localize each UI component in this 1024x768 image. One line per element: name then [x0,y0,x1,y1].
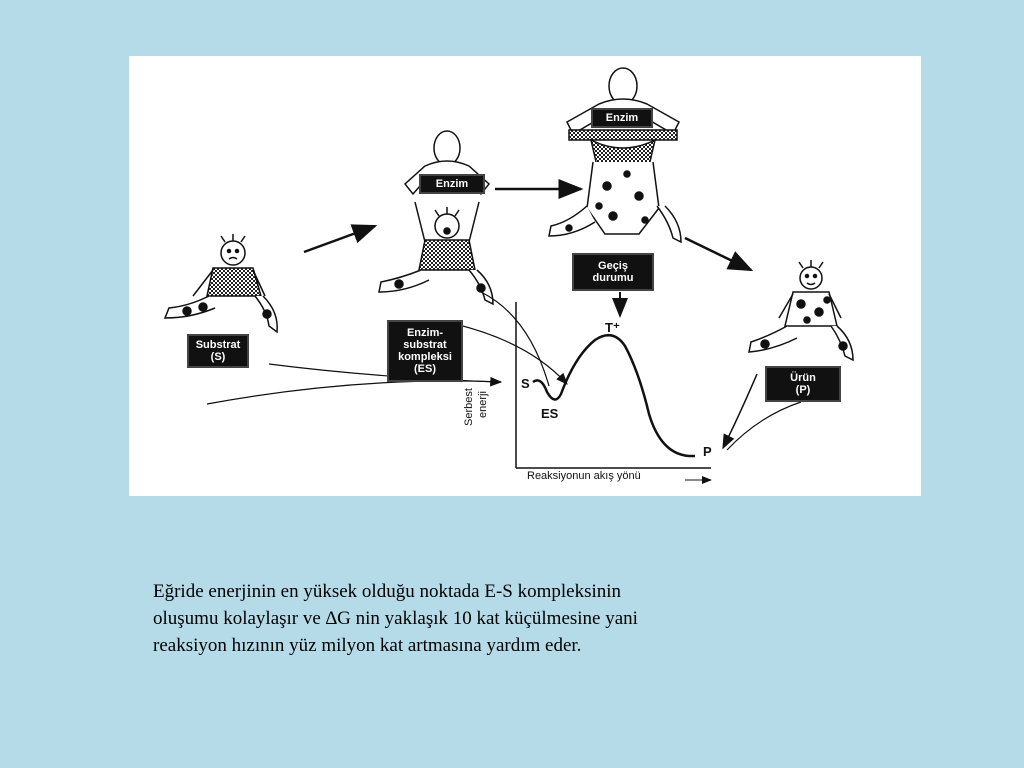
enzyme-reaction-figure [129,56,921,496]
transition-state-figure [549,68,681,242]
caption-line-2: oluşumu kolaylaşır ve ∆G nin yaklaşık 10 kat küçülmesine yani [153,608,638,629]
enzyme-label-1 [419,174,485,194]
enzyme-label-1-text: Enzim [435,178,469,190]
transition-label-line1: Geçiş [598,260,628,272]
es-label-line2: substrat [403,339,447,351]
figure-drawing [129,56,921,496]
caption-text [153,578,853,659]
transition-state-label [572,253,654,291]
substrate-figure [165,234,277,332]
enzyme-label-2 [591,108,653,128]
es-label-line3: kompleksi [398,351,452,363]
arrow-transition-to-product [685,238,751,270]
y-axis-label-1: Serbest [463,388,475,426]
substrate-label [187,334,249,368]
energy-curve [533,335,695,456]
y-axis-label-2: enerji [477,391,489,418]
substrate-label-line1: Substrat [195,339,241,351]
pointer-right-to-P [727,402,801,450]
enzyme-substrate-figure [379,131,493,304]
transition-label-line2: durumu [592,272,634,284]
pointer-left-to-S [207,381,501,404]
x-axis-label: Reaksiyonun akış yönü [527,470,641,482]
substrate-label-line2: (S) [210,351,226,363]
es-label-line4: (ES) [414,363,436,375]
caption-line-3: reaksiyon hızının yüz milyon kat artmasına yardım eder. [153,635,582,656]
caption-line-1: Eğride enerjinin en yüksek olduğu noktada E-S kompleksinin [153,581,622,602]
arrow-substrate-to-es [304,226,375,252]
product-figure [749,260,853,360]
product-label-line1: Ürün [790,372,816,384]
graph-point-S: S [521,376,530,391]
pointer-es-to-curve-2 [481,292,549,386]
graph-point-P: P [703,444,712,459]
es-label-line1: Enzim- [406,327,444,339]
es-complex-label [387,320,463,382]
graph-point-T: T⁺ [605,320,620,335]
enzyme-label-2-text: Enzim [605,112,639,124]
product-label [765,366,841,402]
product-label-line2: (P) [795,384,811,396]
graph-point-ES: ES [541,406,559,421]
